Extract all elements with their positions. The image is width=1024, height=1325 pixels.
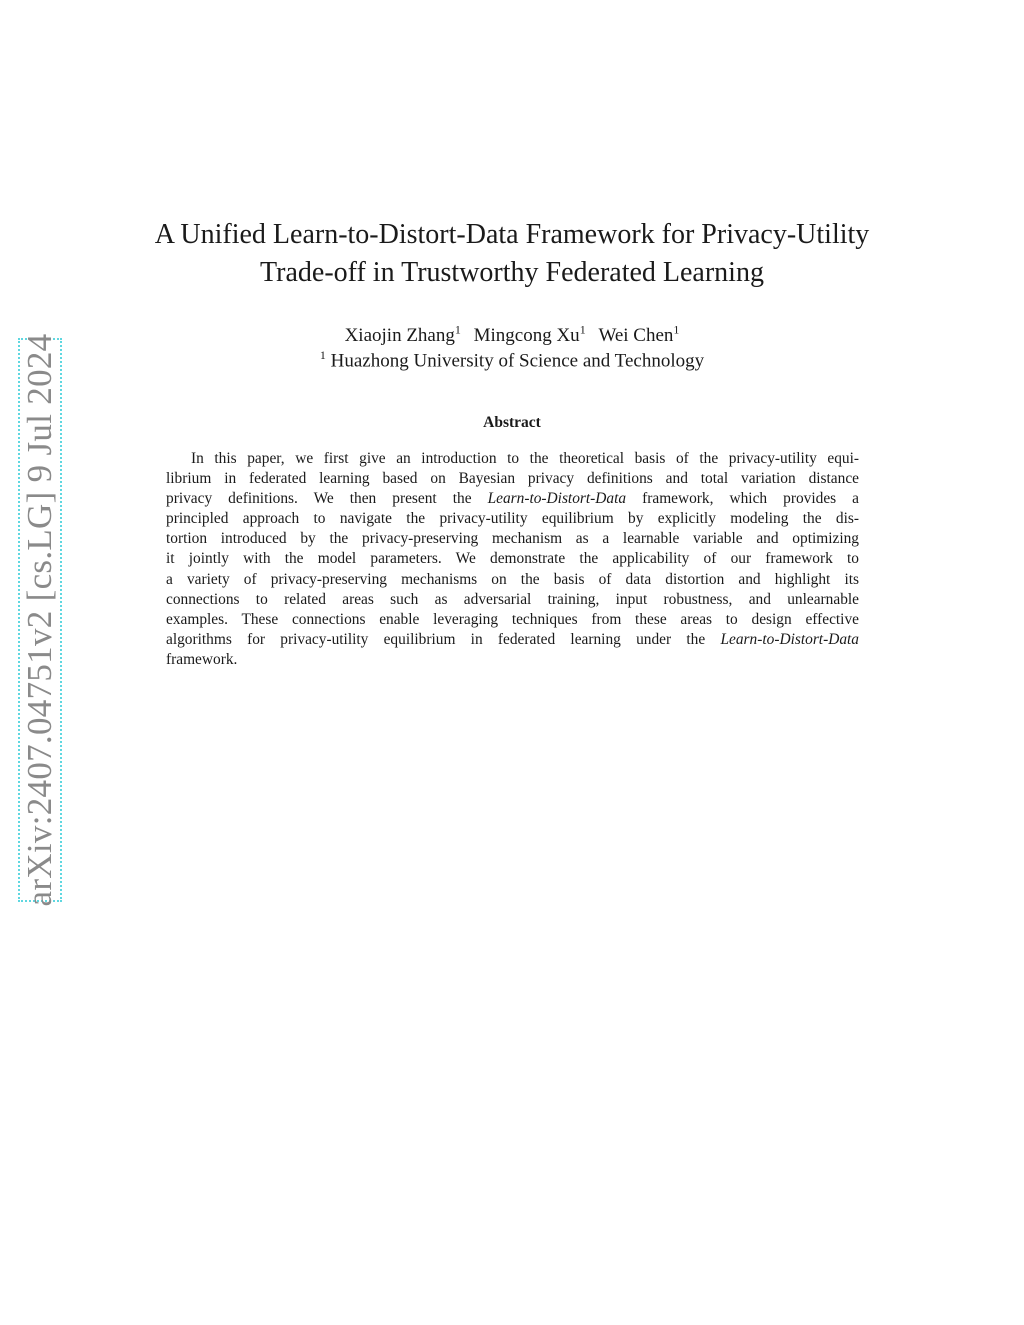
author-name: Wei Chen bbox=[598, 325, 674, 347]
abstract-line: In this paper, we first give an introduction to the theoretical basis of the privacy-utility equi- bbox=[191, 450, 859, 467]
arxiv-identifier: arXiv:2407.04751v2 [cs.LG] 9 Jul 2024 bbox=[20, 333, 59, 907]
abstract-line: connections to related areas such as adversarial training, input robustness, and unlearnable bbox=[166, 590, 859, 608]
abstract-line: a variety of privacy-preserving mechanisms on the basis of data distortion and highlight its bbox=[166, 570, 859, 588]
abstract-line: librium in federated learning based on Bayesian privacy definitions and total variation distance bbox=[166, 470, 859, 488]
abstract-body bbox=[166, 449, 859, 670]
abstract-line: privacy definitions. We then present the Learn-to-Distort-Data framework, which provides a bbox=[166, 490, 859, 508]
paper-title bbox=[100, 216, 924, 292]
author-name: Mingcong Xu bbox=[473, 325, 580, 347]
abstract-line: it jointly with the model parameters. We demonstrate the applicability of our framework to bbox=[166, 550, 859, 568]
framework-name: Learn-to-Distort-Data bbox=[487, 490, 627, 508]
affiliation-mark: 1 bbox=[673, 323, 680, 337]
affiliation-mark: 1 bbox=[319, 348, 326, 362]
paper-title-line-2: Trade-off in Trustworthy Federated Learning bbox=[260, 257, 764, 288]
arxiv-stamp bbox=[18, 333, 62, 907]
framework-name: Learn-to-Distort-Data bbox=[720, 630, 859, 648]
abstract-line: algorithms for privacy-utility equilibrium in federated learning under the Learn-to-Distort-Data bbox=[166, 630, 859, 648]
abstract-line: examples. These connections enable leveraging techniques from these areas to design effective bbox=[166, 610, 859, 628]
abstract-line: tortion introduced by the privacy-preserving mechanism as a learnable variable and optimizing bbox=[166, 530, 859, 548]
author-name: Xiaojin Zhang bbox=[344, 325, 455, 347]
abstract-line: principled approach to navigate the privacy-utility equilibrium by explicitly modeling the dis- bbox=[166, 510, 859, 528]
affiliation bbox=[100, 343, 924, 373]
abstract-line: framework. bbox=[166, 650, 238, 668]
affiliation-mark: 1 bbox=[454, 323, 461, 337]
abstract-heading: Abstract bbox=[483, 414, 541, 431]
paper-title-line-1: A Unified Learn-to-Distort-Data Framework for Privacy-Utility bbox=[154, 219, 870, 250]
affiliation-name: Huazhong University of Science and Technology bbox=[330, 350, 705, 372]
affiliation-mark: 1 bbox=[579, 323, 586, 337]
